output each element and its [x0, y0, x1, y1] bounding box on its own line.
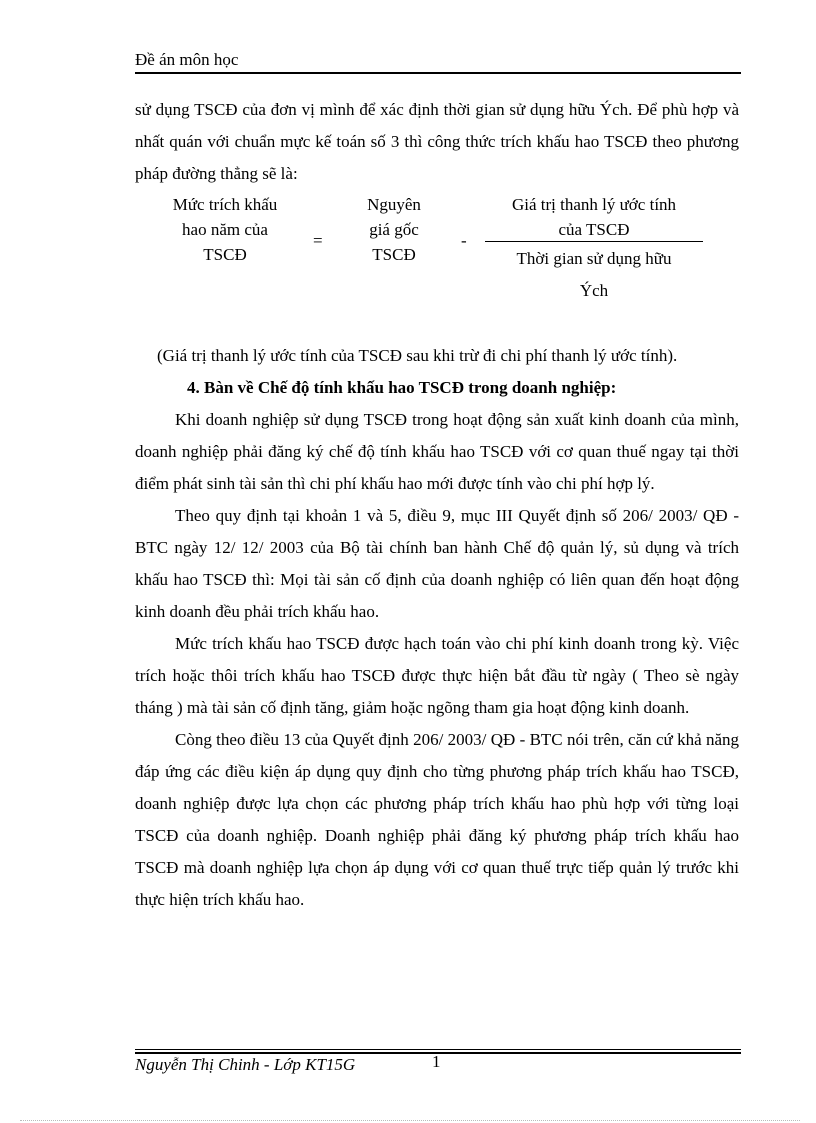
footer-divider	[135, 1049, 741, 1050]
formula-middle-term	[349, 192, 439, 267]
header-divider	[135, 72, 741, 74]
document-body	[135, 94, 739, 916]
formula-denominator	[485, 243, 703, 307]
formula-left-term	[165, 192, 285, 267]
page-number: 1	[432, 1052, 441, 1071]
formula-left-line: TSCĐ	[203, 245, 247, 264]
formula-minus: -	[461, 231, 467, 250]
formula-left-line: Mức trích khấu	[172, 195, 278, 214]
formula-middle-line: TSCĐ	[372, 245, 416, 264]
paragraph-body: Khi doanh nghiệp sử dụng TSCĐ trong hoạt động sản xuất kinh doanh của mình, doanh nghiệp phải đăng ký chế độ tính khấu hao TSCĐ với cơ quan thuế ngay tại thời điểm phát sinh tài sản thì chi phí khấu hao mới được tính vào chi phí hợp lý.	[135, 410, 739, 493]
formula-numerator	[485, 192, 703, 242]
formula-middle-line: giá gốc	[369, 220, 419, 239]
page-header: Đề án môn học	[135, 50, 239, 69]
paragraph-body: Mức trích khấu hao TSCĐ được hạch toán vào chi phí kinh doanh trong kỳ. Việc trích hoặc thôi trích khấu hao TSCĐ được thực hiện bắt đầu từ ngày ( Theo sè ngày tháng ) mà tài sản cố định tăng, giảm hoặc ngõng tham gia hoạt động kinh doanh.	[135, 634, 739, 717]
formula-denominator-line: Ých	[579, 281, 609, 300]
formula-denominator-line: Thời gian sử dụng hữu	[516, 249, 672, 268]
depreciation-formula	[135, 192, 739, 332]
section-heading: 4. Bàn về Chế độ tính khấu hao TSCĐ trong doanh nghiệp:	[187, 378, 617, 397]
formula-equals: =	[313, 231, 323, 250]
paragraph-body: Theo quy định tại khoản 1 và 5, điều 9, mục III Quyết định số 206/ 2003/ QĐ - BTC ngày 12/ 12/ 2003 của Bộ tài chính ban hành Chế độ quản lý, sủ dụng và trích khấu hao TSCĐ thì: Mọi tài sản cố định của doanh nghiệp có liên quan đến hoạt động kinh doanh đều phải trích khấu hao.	[135, 506, 739, 621]
formula-left-line: hao năm của	[182, 220, 268, 239]
fraction-bar	[485, 241, 703, 242]
formula-numerator-line: Giá trị thanh lý ước tính	[511, 195, 677, 214]
footer-author: Nguyễn Thị Chinh - Lớp KT15G	[135, 1055, 356, 1074]
paragraph-intro: sử dụng TSCĐ của đơn vị mình để xác định thời gian sử dụng hữu Ých. Để phù hợp và nhất quán với chuẩn mực kế toán số 3 thì công thức trích khấu hao TSCĐ theo phương pháp đường thẳng sẽ là:	[135, 100, 739, 183]
page-edge-dots	[20, 1120, 800, 1121]
paragraph-note: (Giá trị thanh lý ước tính của TSCĐ sau khi trừ đi chi phí thanh lý ước tính).	[157, 346, 678, 365]
paragraph-body: Còng theo điều 13 của Quyết định 206/ 2003/ QĐ - BTC nói trên, căn cứ khả năng đáp ứng các điều kiện áp dụng quy định cho từng phương pháp trích khấu hao TSCĐ, doanh nghiệp được lựa chọn các phương pháp trích khấu hao phù hợp với từng loại TSCĐ của doanh nghiệp. Doanh nghiệp phải đăng ký phương pháp trích khấu hao TSCĐ mà doanh nghiệp lựa chọn áp dụng với cơ quan thuế trực tiếp quản lý trước khi thực hiện trích khấu hao.	[135, 730, 739, 909]
formula-numerator-line: của TSCĐ	[558, 220, 630, 239]
formula-middle-line: Nguyên	[367, 195, 421, 214]
